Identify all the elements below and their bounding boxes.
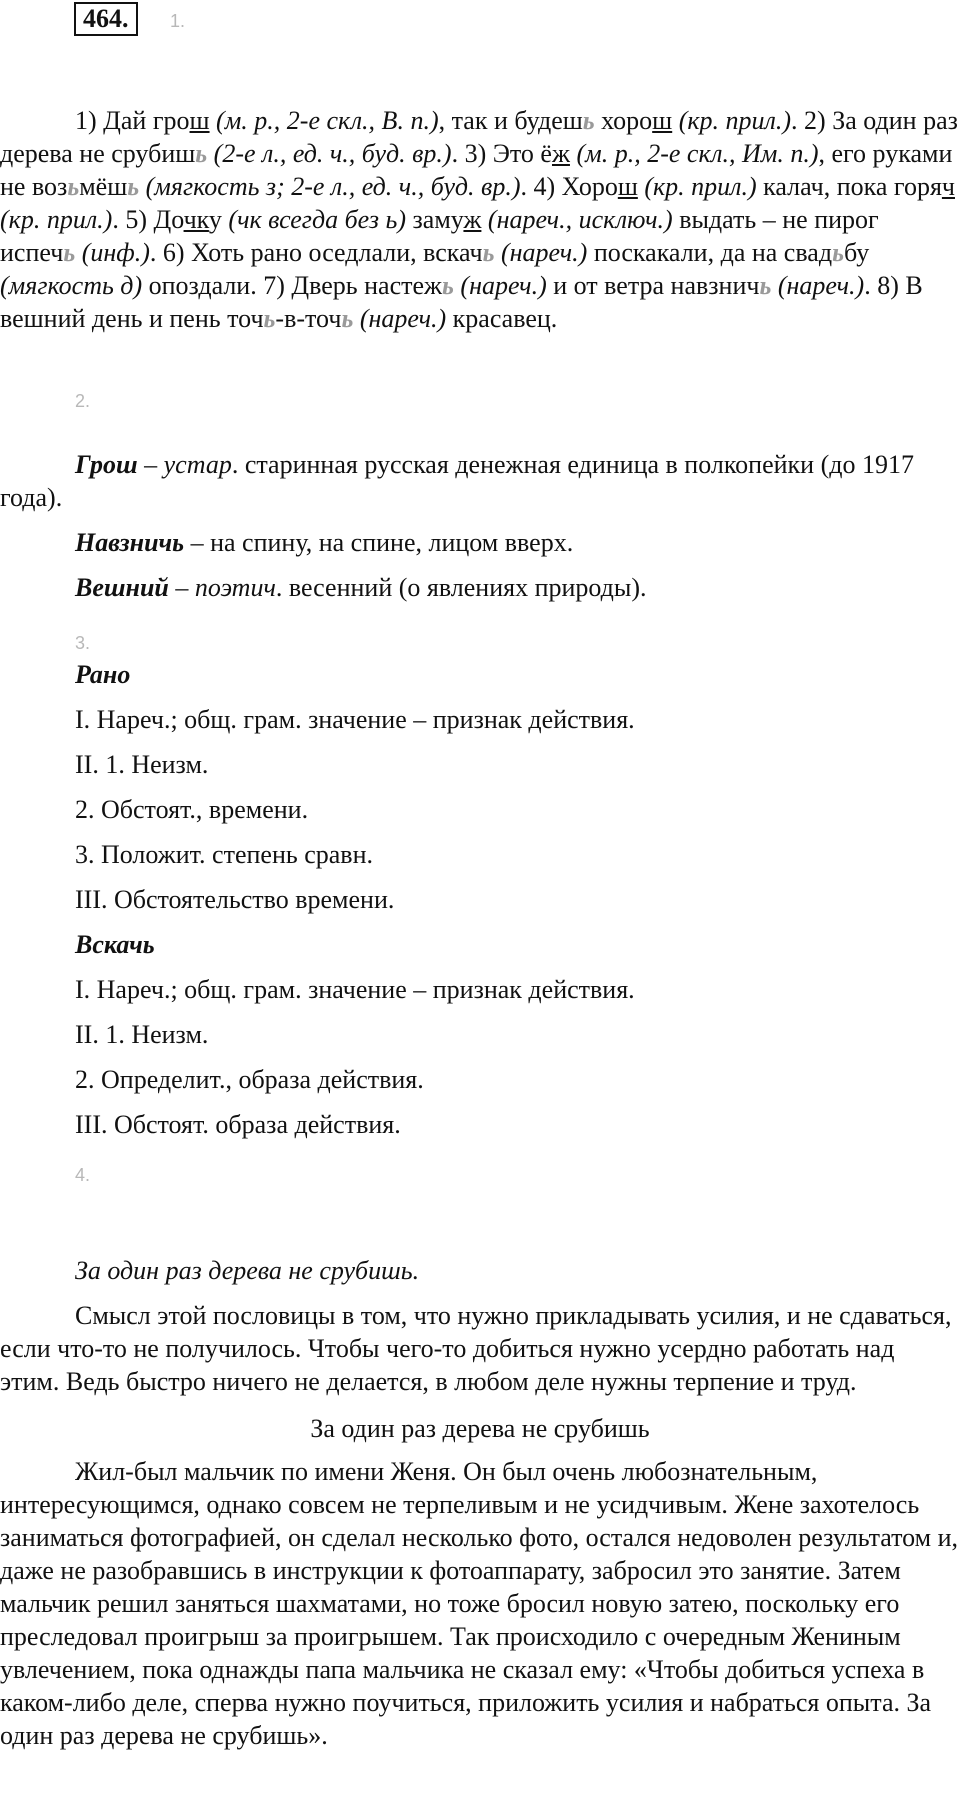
grammar-note: (чк всегда без ь)	[228, 205, 407, 234]
analysis-line: II. 1. Неизм.	[75, 750, 209, 779]
analysis-rano	[75, 658, 960, 916]
section-marker-2	[0, 382, 960, 415]
story-text: Жил-был мальчик по имени Женя. Он был очень любознательным, интересующимся, однако совсем не терпеливым и не усидчивым. Жене захотелось заниматься фотографией, он сделал несколько фото, остался недоволен результатом и, даже не разобравшись в инструкции к фотоаппарату, забросил это занятие. Затем мальчик решил заняться шахматами, но тоже бросил новую затею, поскольку его преследовал проигрыш за проигрышем. Так происходило с очередным Жениным увлечением, пока однажды папа мальчика не сказал ему: «Чтобы добиться успеха в каком-либо деле, сперва нужно поучиться, приложить усилия и набраться опыта. За один раз дерева не срубишь».	[0, 1457, 959, 1750]
text-run: и от ветра навзнич	[546, 271, 760, 300]
glossary-term: Навзничь	[75, 528, 185, 557]
grammar-note: (кр. прил.)	[678, 106, 792, 135]
glossary-entry	[0, 571, 960, 604]
underlined-letter: ш	[652, 106, 673, 135]
analysis-line: III. Обстоят. образа действия.	[75, 1110, 401, 1139]
morph-analysis	[0, 658, 960, 1153]
glossary-definition: . старинная русская денежная единица в полкопейки (до 1917 года).	[0, 450, 914, 512]
text-run: , его руками не воз	[0, 139, 953, 201]
analysis-word: Вскачь	[75, 930, 155, 959]
grammar-note: (инф.)	[81, 238, 150, 267]
story-title: За один раз дерева не срубишь	[310, 1414, 650, 1443]
text-run: мёш	[79, 172, 128, 201]
glossary-dash: –	[168, 573, 195, 602]
text-run: калач, пока горя	[756, 172, 942, 201]
inserted-soft-sign: ь	[759, 271, 772, 300]
glossary-note: устар	[163, 450, 232, 479]
analysis-line: 3. Положит. степень сравн.	[75, 840, 373, 869]
inserted-soft-sign: ь	[582, 106, 595, 135]
glossary-dash: –	[137, 450, 164, 479]
text-run: выдать – не пирог испеч	[0, 205, 879, 267]
text-run: . 2) За один раз дерева не срубиш	[0, 106, 958, 168]
text-run: опоздали. 7) Дверь настеж	[142, 271, 443, 300]
underlined-letter: ж	[463, 205, 482, 234]
text-run: поскакали, да на сва	[587, 238, 819, 267]
grammar-note: (нареч.)	[359, 304, 447, 333]
analysis-line: I. Нареч.; общ. грам. значение – признак действия.	[75, 705, 635, 734]
inserted-soft-sign: ь	[195, 139, 208, 168]
underlined-letter: ш	[617, 172, 638, 201]
underlined-letter: чк	[183, 205, 209, 234]
text-run: . 6) Хоть рано оседлали, вскач	[149, 238, 483, 267]
grammar-note: (мягкость д)	[0, 271, 143, 300]
grammar-note: (2-е л., ед. ч., буд. вр.)	[213, 139, 452, 168]
text-run: . 5) До	[112, 205, 184, 234]
grammar-note: (кр. прил.)	[644, 172, 757, 201]
text-run: -в-точ	[275, 304, 342, 333]
analysis-line: III. Обстоятельство времени.	[75, 885, 395, 914]
exercise-paragraph	[0, 104, 960, 335]
inserted-soft-sign: ь	[63, 238, 76, 267]
analysis-line: II. 1. Неизм.	[75, 1020, 209, 1049]
analysis-word: Рано	[75, 660, 131, 689]
exercise-text	[0, 104, 960, 335]
underlined-letter: ш	[189, 106, 210, 135]
inserted-soft-sign: ь	[263, 304, 276, 333]
glossary-definition: . весенний (о явлениях природы).	[275, 573, 647, 602]
text-run: заму	[406, 205, 464, 234]
proverb: За один раз дерева не срубишь.	[75, 1256, 420, 1285]
text-run: красавец.	[446, 304, 558, 333]
text-run: бу	[843, 238, 870, 267]
glossary-term: Вешний	[75, 573, 169, 602]
glossary-term: Грош	[75, 450, 138, 479]
proverb-meaning: Смысл этой пословицы в том, что нужно прикладывать усилия, и не сдаваться, если что-то не получилось. Чтобы чего-то добиться нужно усердно работать над этим. Ведь быстро ничего не делается, в любом деле нужны терпение и труд.	[0, 1301, 952, 1396]
section-marker-1: 1.	[170, 11, 186, 31]
grammar-note: (кр. прил.)	[0, 205, 113, 234]
grammar-note: (нареч., исключ.)	[487, 205, 673, 234]
underlined-letter: ч	[941, 172, 955, 201]
text-run: 1) Дай гро	[75, 106, 190, 135]
essay	[0, 1254, 960, 1752]
underlined-letter: д	[818, 238, 833, 267]
text-run: . 3) Это ё	[451, 139, 552, 168]
grammar-note: (нареч.)	[777, 271, 865, 300]
underlined-letter: ж	[551, 139, 570, 168]
inserted-soft-sign: ь	[341, 304, 354, 333]
analysis-vskach	[75, 928, 960, 1141]
section-marker-3-label: 3.	[75, 633, 91, 653]
text-run: , так и будеш	[438, 106, 583, 135]
inserted-soft-sign: ь	[127, 172, 140, 201]
grammar-note: (нареч.)	[500, 238, 588, 267]
inserted-soft-sign: ь	[482, 238, 495, 267]
section-marker-2-label: 2.	[75, 391, 91, 411]
inserted-soft-sign: ь	[67, 172, 80, 201]
grammar-note: (м. р., 2-е скл., В. п.)	[216, 106, 439, 135]
analysis-line: 2. Определит., образа действия.	[75, 1065, 424, 1094]
inserted-soft-sign: ь	[832, 238, 844, 267]
analysis-line: I. Нареч.; общ. грам. значение – признак действия.	[75, 975, 635, 1004]
glossary-dash: –	[184, 528, 211, 557]
glossary-entry	[0, 448, 960, 514]
analysis-line: 2. Обстоят., времени.	[75, 795, 309, 824]
text-run: . 4) Хоро	[520, 172, 618, 201]
text-run: . 8) В вешний день и пень точ	[0, 271, 923, 333]
glossary	[0, 448, 960, 616]
text-run: у	[208, 205, 229, 234]
section-marker-4	[0, 1156, 960, 1189]
section-marker-3	[0, 624, 960, 657]
section-marker-4-label: 4.	[75, 1165, 91, 1185]
text-run: хоро	[594, 106, 653, 135]
grammar-note: (нареч.)	[460, 271, 547, 300]
inserted-soft-sign: ь	[442, 271, 454, 300]
grammar-note: (мягкость з; 2-е л., ед. ч., буд. вр.)	[145, 172, 521, 201]
glossary-entry	[0, 526, 960, 559]
header	[74, 2, 186, 42]
grammar-note: (м. р., 2-е скл., Им. п.)	[576, 139, 819, 168]
glossary-definition: на спину, на спине, лицом вверх.	[210, 528, 574, 557]
glossary-note: поэтич	[194, 573, 276, 602]
task-number: 464.	[74, 2, 138, 36]
